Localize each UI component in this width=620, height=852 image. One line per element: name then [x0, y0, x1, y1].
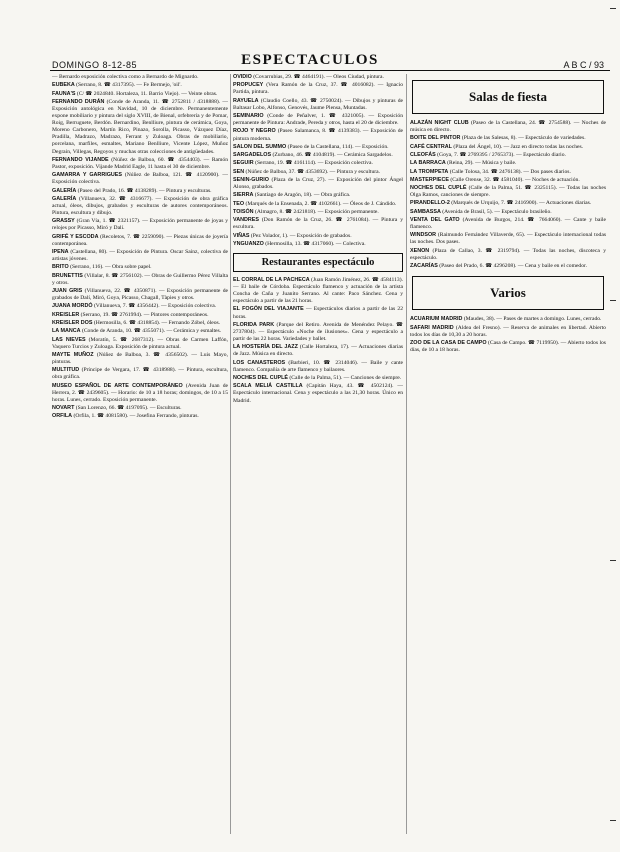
- salas-list: [410, 120, 606, 270]
- listing-entry: [52, 196, 228, 217]
- listing-entry: [233, 209, 403, 216]
- listing-entry: [233, 383, 403, 404]
- listing-details: (Hermosilla, 13. ☎ 4317060). — Colectiva.: [265, 240, 366, 247]
- margin-mark: [610, 8, 616, 9]
- listing-name: PIRANDELLO-2: [410, 200, 450, 207]
- margin-mark: [610, 300, 616, 301]
- listing-entry: [52, 288, 228, 302]
- listing-entry: [233, 375, 403, 382]
- listing-entry: [410, 160, 606, 167]
- listing-name: LA TROMPETA: [410, 168, 449, 175]
- listing-entry: [52, 172, 228, 186]
- listing-details: (Capitán Haya, 43. ☎ 4502124). — Espectáculo internacional. Cena y espectáculo a las 21,30 horas. Único en Madrid.: [233, 383, 403, 404]
- listing-details: (Calle Hortaleza, 17). — Actuaciones diarias de Jazz. Música en directo.: [233, 344, 403, 358]
- listing-details: (Avenida de Burgos, 214. ☎ 7664060). — Cante y baile flamenco.: [410, 217, 606, 231]
- listing-entry: [233, 74, 403, 81]
- listing-name: SARGADELOS: [233, 152, 272, 159]
- column-galleries-restaurants: [233, 74, 403, 834]
- listing-name: BRITO: [52, 264, 69, 271]
- listing-name: SENIN-GURIO: [233, 176, 269, 183]
- listing-entry: [52, 157, 228, 171]
- listing-name: BRUNETTIS: [52, 272, 83, 279]
- page-header: [0, 0, 620, 70]
- column-galleries: [52, 74, 228, 834]
- listing-name: TEO: [233, 200, 245, 207]
- listing-details: (Raimundo Fernández Villaverde, 65). — Espectáculo internacional todas las noches. Dos pases.: [410, 232, 606, 246]
- listing-details: (Núñez de Balboa, 121. ☎ 4120900). — Exposición colectiva.: [52, 172, 228, 186]
- listing-name: FERNANDO DURÁN: [52, 98, 105, 105]
- listing-details: (Covarrubias, 29. ☎ 4464191). — Óleos Ciudad, pintura.: [253, 74, 384, 80]
- listing-name: LA BARRACA: [410, 160, 446, 167]
- listing-name: NOCHES DEL CUPLÉ: [410, 185, 467, 192]
- listing-entry: [410, 185, 606, 199]
- listing-details: — Espectáculos diarios a partir de las 22 horas.: [233, 306, 403, 320]
- listing-entry: [52, 328, 228, 335]
- listing-entry: [233, 344, 403, 358]
- listing-name: ALAZÁN NIGHT CLUB: [410, 120, 469, 126]
- listing-name: VIÑAS: [233, 232, 250, 239]
- listing-name: LAS NIEVES: [52, 336, 86, 343]
- listing-name: SEMINARIO: [233, 113, 264, 120]
- listing-name: MUSEO ESPAÑOL DE ARTE CONTEMPORÁNEO: [52, 382, 183, 389]
- listing-details: (Gran Vía, 1. ☎ 2321157). — Exposición permanente de joyas y relojes por Picasso, Miró y Dalí.: [52, 218, 228, 232]
- listing-entry: [410, 177, 606, 184]
- listing-entry: [233, 322, 403, 343]
- listing-entry: [233, 192, 403, 199]
- listing-entry: [233, 277, 403, 305]
- listing-entry: [410, 120, 606, 134]
- listing-details: (Calle de la Palma, 51). — Canciones de siempre.: [289, 375, 402, 382]
- listing-entry: [233, 201, 403, 208]
- page-number: A B C / 93: [563, 60, 604, 70]
- listing-name: ORFILA: [52, 413, 73, 420]
- listing-entry: [233, 360, 403, 374]
- listing-name: FERNANDO VIJANDE: [52, 156, 109, 163]
- listing-name: CLEOFÁS: [410, 151, 436, 158]
- listing-details: (Serrano, 19. ☎ 2761994). — Pintores contemporáneos.: [80, 311, 209, 318]
- listing-name: BOITE DEL PINTOR: [410, 135, 461, 142]
- listing-details: (Don Ramón de la Cruz, 26. ☎ 2761084). — Pintura y escultura.: [233, 217, 403, 231]
- listing-entry: [233, 152, 403, 159]
- gallery-list-continued: [233, 74, 403, 248]
- listing-entry: [52, 320, 228, 327]
- listing-entry: [410, 169, 606, 176]
- listing-details: (Avenida Juan de Herrera, 2. ☎ 2439605). — Horario: de 10 a 18 horas; domingos, de 10 a 15 horas. Lunes, cerrado. Exposición permanente.: [52, 382, 228, 403]
- listing-details: (Paseo del Prado, 16. ☎ 4138289). — Pintura y esculturas.: [77, 187, 212, 194]
- listing-details: (San Lorenzo, 66. ☎ 4197095). — Esculturas.: [75, 405, 182, 412]
- listing-details: (Núñez de Balboa, 3. ☎ 4356502). — Luis Mayo, pinturas.: [52, 351, 228, 366]
- varios-heading: Varios: [412, 276, 604, 310]
- listing-name: GRIFÉ Y ESCODA: [52, 233, 99, 240]
- listing-entry: [233, 98, 403, 112]
- listing-name: SEGUIR: [233, 160, 254, 167]
- listing-entry: [52, 413, 228, 420]
- listing-details: (Santiago de Aragón, 18). — Obra gráfica.: [254, 192, 351, 199]
- listing-details: (C/ ☎ 2024840. Hortaleza, 11. Barrio Viejo). — Veinte obras.: [76, 90, 218, 97]
- listing-entry: [410, 232, 606, 246]
- listing-name: ZOO DE LA CASA DE CAMPO: [410, 339, 487, 346]
- listing-entry: [233, 113, 403, 127]
- listing-entry: [410, 325, 606, 339]
- listing-details: (Parque del Retiro. Avenida de Menéndez Pelayo. ☎ 2737804). — Espectáculo «Noche de ilusiones». Cena y espectáculo a partir de las 22 horas. Variedades y ballet.: [233, 321, 403, 342]
- listing-entry: [52, 188, 228, 195]
- listing-details: (Pez Volador, 1). — Exposición de grabados.: [250, 232, 352, 239]
- listing-details: (Goya, 7. ☎ 2769395 / 2765373). — Espectáculo diario.: [437, 151, 566, 158]
- listing-entry: [410, 200, 606, 207]
- listing-entry: [52, 367, 228, 381]
- listing-name: TOISÓN: [233, 208, 254, 215]
- listing-details: (Castellana, 80). — Exposición de Pintura. Oscar Sainz, colectiva de artistas jóvenes.: [52, 249, 228, 263]
- listing-name: IPENA: [52, 249, 69, 256]
- listing-name: JUANA MORDÓ: [52, 303, 93, 310]
- listing-name: GAMARRA Y GARRIGUES: [52, 172, 122, 179]
- listing-details: (Almagro, 8. ☎ 2421818). — Exposición permanente.: [254, 208, 379, 215]
- listing-details: (Plaza de la Cruz, 27). — Exposición del pintor Ángel Alonso, grabados.: [233, 176, 403, 190]
- margin-mark: [610, 820, 616, 821]
- listing-details: (Orfila, 1. ☎ 4081580). — Josefina Ferrando, pinturas.: [73, 413, 199, 420]
- listing-details: (Vera Ramón de la Cruz, 37. ☎ 4016082). — Ignacio Partida, pintura.: [233, 82, 403, 96]
- listing-name: LOS CANASTEROS: [233, 359, 286, 366]
- listing-name: NOCHES DEL CUPLÉ: [233, 375, 289, 382]
- listing-details: (Núñez de Balboa, 60. ☎ 4354403). — Ramón Pastor, exposición. Vijande Madrid Eagle, 11 hasta el 30 de diciembre.: [52, 156, 228, 170]
- listing-details: (Príncipe de Vergara, 17. ☎ 4318988). — Pintura, escultura, obra gráfica.: [52, 367, 228, 381]
- listing-details: (Conde de Aranda, 10. ☎ 4355071). — Cerámica y esmaltes.: [81, 328, 222, 335]
- listing-details: (Villanueva, 22. ☎ 4350871). — Exposición permanente de grabados de Dalí, Miró, Goya, Picasso, Chagall, Tàpies y otros.: [52, 288, 228, 302]
- listing-details: (Conde de Aranda, 11. ☎ 2752811 / 4318888). — Exposición antológica en Navidad, 10 de diciembre. Permanentemente expone mobiliario y pintura del siglo XVIII, de Bienal, orfebrería y de Pomar, Roig, Berruguete, Berdón. Bernardino, Benlliure, pintura de cerámica, Goya, Moreno Carbonero, Martín Rico, Pinazo, Sorolla, Picasso, Vázquez Díaz, Pradilla, Madrazo, Madrazo, Ferrant y Zuloaga. Obras de mobiliario, porcelana, marfiles, esmaltes, Mariano Benlliure, Vicente López, Muñoz Degrain, Villegas, Regoyos y muchas otras colecciones de antigüedades.: [52, 98, 228, 155]
- column-salas-varios: [410, 74, 606, 834]
- listing-details: (Conde de Peñalver, 1. ☎ 4321005). — Exposición permanente de Pintura: Andrade, Pereda y otros, hasta el 20 de diciembre.: [233, 113, 403, 127]
- listing-name: ROJO Y NEGRO: [233, 128, 276, 135]
- listing-name: GALERÍA: [52, 187, 77, 194]
- listing-entry: [52, 352, 228, 366]
- listing-details: (Marqués de la Ensenada, 2. ☎ 4102661). — Óleos de J. Cándido.: [245, 200, 397, 207]
- restaurantes-heading: Restaurantes espectáculo: [233, 253, 403, 272]
- listing-details: (Paseo del Prado, 6. ☎ 4296208). — Cena y baile en el comedor.: [439, 263, 587, 270]
- section-title: ESPECTACULOS: [241, 52, 379, 68]
- listing-details: (Casa de Campo. ☎ 7119950). — Abierto todos los días, de 10 a 18 horas.: [410, 339, 606, 353]
- listing-name: ACUARIUM MADRID: [410, 316, 463, 323]
- listing-entry: [233, 306, 403, 320]
- listing-details: (Calle Orense, 32. ☎ 4581040). — Noches de actuación.: [450, 176, 580, 183]
- issue-date: DOMINGO 8-12-85: [52, 60, 138, 70]
- column-divider: [230, 74, 231, 834]
- listing-name: SEN: [233, 168, 245, 175]
- listing-name: NOVART: [52, 405, 75, 412]
- listing-name: LA MANCA: [52, 328, 81, 335]
- listing-entry: [52, 74, 228, 81]
- listing-entry: [410, 217, 606, 231]
- listing-name: VANDRES: [233, 217, 259, 224]
- listing-name: PROPUCEY: [233, 82, 264, 89]
- listing-details: (Marqués de Urquijo, 7. ☎ 2416900). — Actuaciones diarias.: [451, 200, 592, 207]
- listing-entry: [410, 135, 606, 142]
- listing-details: (Serrano, 8. ☎ 4317395). — Fe Bermejo, 'oil'.: [76, 82, 182, 89]
- listing-details: (Serrano, 19. ☎ 4161114). — Exposición colectiva.: [255, 160, 373, 167]
- listing-name: ZACARÍAS: [410, 263, 438, 270]
- listing-entry: [52, 249, 228, 263]
- listing-details: (Calle de la Palma, 51. ☎ 2325115). — Todas las noches Olga Ramos, canciones de siempre.: [410, 185, 606, 199]
- listing-details: (Reina, 29). — Música y baile.: [447, 160, 517, 167]
- listing-name: XENON: [410, 247, 430, 254]
- listing-entry: [52, 82, 228, 89]
- listing-name: LA HOSTERÍA DEL JAZZ: [233, 344, 298, 351]
- varios-list: [410, 316, 606, 354]
- listing-name: MULTITUD: [52, 367, 80, 374]
- listing-name: SALON DEL SUMMO: [233, 143, 287, 150]
- listing-details: (Plaza de las Salesas, 8). — Espectáculo de variedades.: [461, 135, 586, 142]
- listing-entry: [52, 234, 228, 248]
- restaurant-list: [233, 277, 403, 405]
- listing-entry: [233, 160, 403, 167]
- listing-entry: [410, 340, 606, 354]
- listing-entry: [52, 405, 228, 412]
- listing-details: (Villalar, 8. ☎ 2756102). — Obras de Guillermo Pérez Villalta y otros.: [52, 272, 228, 286]
- listing-name: YNGUANZO: [233, 240, 264, 247]
- listing-name: MAYTE MUÑOZ: [52, 351, 94, 358]
- listing-details: (Serrano, 116). — Obra sobre papel.: [70, 264, 152, 271]
- listing-name: MASTERPIECE: [410, 176, 449, 183]
- listing-details: (Avenida de Brasil, 5). — Espectáculo brasileño.: [442, 208, 552, 215]
- listing-entry: [52, 337, 228, 351]
- listing-name: CAFÉ CENTRAL: [410, 143, 452, 150]
- listing-entry: [233, 82, 403, 96]
- listing-name: OVIDIO: [233, 74, 252, 80]
- listing-name: EL CORRAL DE LA PACHECA: [233, 276, 310, 283]
- header-rule: [50, 70, 610, 71]
- listing-details: (Aldea del Fresno). — Reserva de animales en libertad. Abierto todos los días de 10,30 a 20 horas.: [410, 324, 606, 338]
- listing-entry: [233, 217, 403, 231]
- salas-heading: Salas de fiesta: [412, 80, 604, 114]
- listing-name: SAFARI MADRID: [410, 324, 454, 331]
- listing-name: FAUNA'S: [52, 90, 76, 97]
- listing-details: (Plaza del Ángel, 10). — Jazz en directo todas las noches.: [453, 143, 584, 150]
- listing-entry: [410, 209, 606, 216]
- listing-entry: [52, 273, 228, 287]
- listing-details: (Villanueva, 32. ☎ 4316677). — Exposición de obra gráfica actual, óleos, dibujos, grabados y esculturas de autores contemporáneos. Pintura, escultura y dibujo.: [52, 195, 228, 216]
- listing-entry: [233, 241, 403, 248]
- listing-details: (Plaza de Callao, 3. ☎ 2319794). — Todas las noches, discoteca y espectáculo.: [410, 247, 606, 261]
- listing-name: SIERRA: [233, 192, 254, 199]
- listing-entry: [233, 177, 403, 191]
- listing-details: (Paseo de la Castellana, 24. ☎ 2754588). — Noches de música en directo.: [410, 120, 606, 134]
- listing-name: EL FOGÓN DEL VIAJANTE: [233, 306, 304, 313]
- listing-entry: [410, 248, 606, 262]
- listing-name: FLORIDA PARK: [233, 321, 275, 328]
- listing-entry: [52, 218, 228, 232]
- listing-details: (Claudio Coello, 43. ☎ 2750024). — Dibujos y pinturas de Baltasar Lobo, Alfonso, Genovés, Jaume Plensa, Muntadas.: [233, 97, 403, 111]
- listing-details: (Paseo de la Castellana, 114). — Exposición.: [287, 143, 389, 150]
- margin-mark: [610, 560, 616, 561]
- listing-entry: [233, 169, 403, 176]
- listing-name: JUAN GRIS: [52, 288, 83, 295]
- listing-details: (Recoletos, 7. ☎ 2259090). — Piezas únicas de joyería contemporánea.: [52, 233, 228, 247]
- listing-entry: [52, 99, 228, 156]
- listing-name: RAYUELA: [233, 97, 259, 104]
- listing-entry: [233, 233, 403, 240]
- listing-name: EUBEKA: [52, 82, 75, 89]
- listing-name: KREISLER: [52, 311, 80, 318]
- listing-entry: [410, 316, 606, 323]
- listing-details: (Zurbano, 46. ☎ 4104819). — Cerámica Sargadelos.: [272, 152, 393, 159]
- listing-details: (Maudes, 38). — Pases de martes a domingo. Lunes, cerrado.: [463, 316, 602, 323]
- listing-entry: [410, 144, 606, 151]
- listing-details: (Villanueva, 7. ☎ 4356442). — Exposición colectiva.: [93, 303, 217, 310]
- listing-details: (Paseo Salamanca, 8. ☎ 4139383). — Exposición de pintura moderna.: [233, 128, 403, 142]
- listing-name: VENTA DEL GATO: [410, 217, 460, 223]
- listing-details: (Juan Ramón Jiménez, 26. ☎ 4584113). — El baile de Córdoba. Espectáculo flamenco y actuación de la artista Concha de Caña y Juanito Serrano. Al cante: Paco Sánchez. Cena y espectáculo a partir de las 21 horas.: [233, 276, 403, 305]
- listing-entry: [410, 263, 606, 270]
- listing-details: (Moratín, 5. ☎ 2687312). — Obras de Carmen Laffón, Vaquero Turcios y Zuloaga. Exposición de pintura actual.: [52, 336, 228, 350]
- listing-details: — Bernardo exposición colectiva como a Bernardo de Mignardo.: [52, 74, 199, 80]
- listing-entry: [233, 128, 403, 142]
- listing-details: (Núñez de Balboa, 37. ☎ 4353692). — Pintura y escultura.: [245, 168, 381, 175]
- listing-name: WINDSOR: [410, 232, 437, 239]
- listing-name: GRASSY: [52, 218, 75, 225]
- listing-entry: [52, 91, 228, 98]
- listing-entry: [52, 312, 228, 319]
- listing-details: (Hermosilla, 6. ☎ 4318854). — Fernando Zóbel, óleos.: [93, 320, 221, 326]
- listing-name: SCALA MELIÁ CASTILLA: [233, 383, 303, 390]
- listing-name: KREISLER DOS: [52, 320, 93, 326]
- listing-entry: [233, 144, 403, 151]
- listing-name: SAMBASSA: [410, 208, 441, 215]
- listing-entry: [52, 383, 228, 404]
- listing-details: (Calle Tolosa, 34. ☎ 2476138). — Dos pases diarios.: [449, 168, 571, 175]
- listing-entry: [410, 152, 606, 159]
- column-divider: [406, 74, 407, 834]
- listing-name: GALERÍA: [52, 195, 77, 202]
- listing-entry: [52, 303, 228, 310]
- listing-entry: [52, 264, 228, 271]
- listing-details: (Barbieri, 10. ☎ 2314046). — Baile y cante flamenco. Compañía de arte flamenco y bailaores.: [233, 359, 403, 373]
